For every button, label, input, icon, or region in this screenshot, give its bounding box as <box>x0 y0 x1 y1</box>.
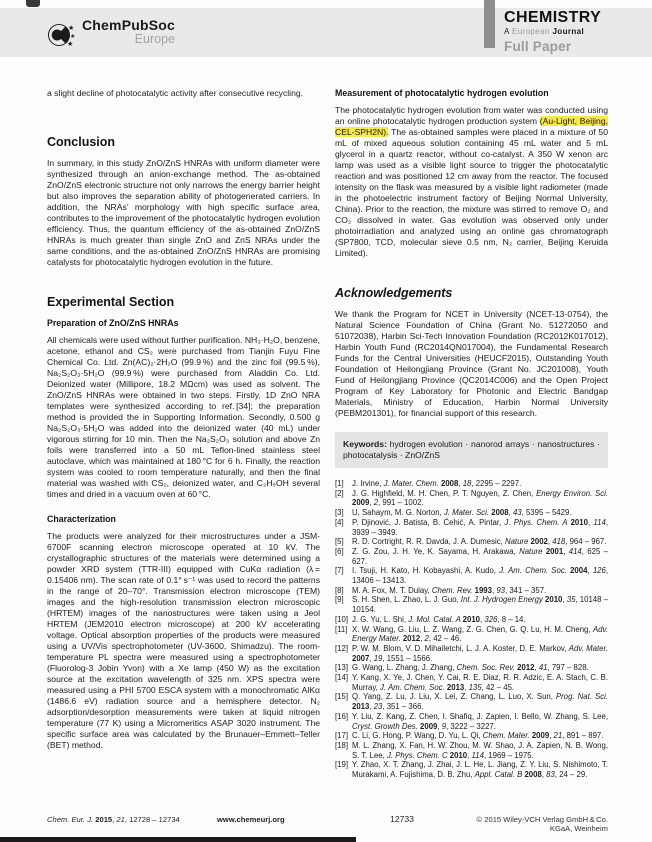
reference-text: G. Wang, L. Zhang, J. Zhang, Chem. Soc. Rev. 2012, 41, 797 – 828. <box>352 663 589 673</box>
reference-label: [8] <box>335 585 344 595</box>
measurement-text-post: The as-obtained samples were placed in a mixture of 50 mL of mixed aqueous solution containing 45 mL water and 5 mL glycerol in a quartz reactor, without co-catalyst. A 350 W xenon arc lamp was used as a visible light source to trigger the photocatalytic reaction and was positioned 12 cm away from the reactor. The focused intensity on the flask was measured by a visible light radiometer (made in the photoelectric instrument factory of Beijing Normal University, China). Prior to the reaction, the mixture was stirred to remove O₂ and CO₂ dissolved in water. Gas evolution was observed only under photoirradiation and analyzed using an online gas chromatograph (SP7800, TCD, molecular sieve 0.5 nm, N₂ carrier, Beijing Keruida Limited). <box>335 127 608 258</box>
journal-website-link[interactable]: www.chemeurj.org <box>217 815 285 824</box>
reference-item <box>335 518 608 537</box>
reference-item <box>335 644 608 663</box>
page-number: 12733 <box>390 814 414 824</box>
journal-title: CHEMISTRY <box>504 9 602 26</box>
copyright-notice: © 2015 Wiley-VCH Verlag GmbH & Co. KGaA, Weinheim <box>476 815 608 833</box>
highlighted-text: (Au-Light, Beijing, CEL-SPH2N). <box>335 116 608 137</box>
reference-label: [13] <box>335 663 349 673</box>
brand-subtitle: Europe <box>134 32 176 46</box>
acknowledgements-paragraph: We thank the Program for NCET in University (NCET-13-0754), the Natural Science Foundation of China (Grant No. 51272050 and 51072038), Harbin Sci-Tech Innovation Foundation (RC2012K017012), Harbin Youth Fund (RC2014QN017004), the Fundamental Research Funds for the Central Universities (HEUCF2015), Outstanding Youth Foundation of Heilongjiang Province (Grant No. JC201008), Youth Fund of Heilongjiang Province (QC2014C006) and the Open Project Program of Key Laboratory for Photonic and Electric Bandgap Materials, Ministry of Education, Harbin Normal University (PEBM201301), for financial support of this research. <box>335 309 608 418</box>
characterization-heading: Characterization <box>47 514 116 524</box>
reference-item <box>335 615 608 625</box>
intro-fragment: a slight decline of photocatalytic activity after consecutive recycling. <box>47 88 304 98</box>
journal-subtitle: A European Journal <box>504 27 585 36</box>
reference-item <box>335 712 608 731</box>
reference-text: C. Li, G. Hong, P. Wang, D. Yu, L. Qi, Chem. Mater. 2009, 21, 891 – 897. <box>352 731 604 741</box>
reference-text: P. Djinović, J. Batista, B. Ćehić, A. Pintar, J. Phys. Chem. A 2010, 114, 3939 – 3949. <box>352 517 608 537</box>
reference-label: [19] <box>335 760 349 770</box>
reference-label: [9] <box>335 595 344 605</box>
keywords-text: hydrogen evolution · nanorod arrays · nanostructures · photocatalysis · ZnO/ZnS <box>343 439 600 460</box>
reference-text: M. L. Zhang, X. Fan, H. W. Zhou, M. W. Shao, J. A. Zapien, N. B. Wong, S. T. Lee, J. Phys. Chem. C 2010, 114, 1969 – 1975. <box>352 740 608 760</box>
reference-item <box>335 625 608 644</box>
reference-item <box>335 566 608 585</box>
reference-label: [7] <box>335 566 344 576</box>
reference-label: [16] <box>335 711 349 721</box>
reference-item <box>335 595 608 614</box>
reference-label: [5] <box>335 537 344 547</box>
footer-citation: Chem. Eur. J. 2015, 21, 12728 – 12734 <box>47 815 180 824</box>
two-column-body <box>47 88 608 780</box>
reference-label: [15] <box>335 692 349 702</box>
reference-label: [11] <box>335 624 348 634</box>
reference-text: J. G. Highfield, M. H. Chen, P. T. Nguyen, Z. Chen, Energy Environ. Sci. 2009, 2, 991 – 1002. <box>352 488 609 508</box>
journal-accent-bar <box>484 0 495 48</box>
reference-item <box>335 663 608 673</box>
article-type-label: Full Paper <box>504 39 572 54</box>
reference-item <box>335 673 608 692</box>
reference-label: [3] <box>335 508 344 518</box>
scan-artifact <box>26 0 40 7</box>
reference-text: P. W. M. Blom, V. D. Mihailetchi, L. J. A. Koster, D. E. Markov, Adv. Mater. 2007, 19, 1551 – 1566. <box>352 643 608 663</box>
reference-item <box>335 760 608 779</box>
reference-text: S. H. Shen, L. Zhao, L. J. Guo, Int. J. Hydrogen Energy 2010, 35, 10148 – 10154. <box>352 595 608 615</box>
references-list <box>335 479 608 780</box>
reference-text: Z. G. Zou, J. H. Ye, K. Sayama, H. Arakawa, Nature 2001, 414, 625 – 627. <box>352 546 608 566</box>
publisher-brand <box>44 18 175 57</box>
reference-text: Y. Kang, X. Ye, J. Chen, Y. Cai, R. E. Diaz, R. R. Adzic, E. A. Stach, C. B. Murray, J. Am. Chem. Soc. 2013, 135, 42 – 45. <box>352 673 608 692</box>
left-column <box>47 88 320 780</box>
reference-item <box>335 586 608 596</box>
experimental-section-heading: Experimental Section <box>47 295 175 309</box>
preparation-paragraph: All chemicals were used without further purification. NH₃·H₂O, benzene, acetone, ethanol and CS₂ were purchased from Tianjin Fuyu Fine Chemical Co. Ltd. Zn(AC)₂·2H₂O (99.9 %) and the zinc foil (99.5 %), Na₂S₂O₃·5H₂O (99.9 %) were purchased from Aladdin Co. Ltd. Deionized water (Millipore, 18.2 MΩcm) was used as solvent. The ZnO/ZnS HNRAs were obtained in two steps. Firstly, 1D ZnO NRA templates were synthesized according to ref. [34]; the preparation method is provided the in Supporting Information. Secondly, 0.500 g Na₂S₂O₃·5H₂O was added into the deionized water (40 mL) under vigorous stirring for 10 min. Then the Na₂S₂O₃ solution and above Zn foils were transferred into a 50 mL Teflon-lined stainless steel autoclave, which was maintained at 180 °C for 6 h. Finally, the reaction system was cooled to room temperature naturally, and then the final material was washed with CS₂, deionized water, and C₂H₅OH several times and dried in a vacuum oven at 60 °C. <box>47 335 320 499</box>
reference-item <box>335 537 608 547</box>
conclusion-heading: Conclusion <box>47 135 116 149</box>
reference-text: Q. Yang, Z. Lu, J. Liu, X. Lei, Z. Chang, L. Luo, X. Sun, Prog. Nat. Sci. 2013, 23, 351 – 366. <box>352 692 609 712</box>
keywords-box <box>335 432 608 468</box>
brand-name: ChemPubSoc <box>82 17 176 33</box>
measurement-heading: Measurement of photocatalytic hydrogen evolution <box>335 88 549 98</box>
reference-label: [12] <box>335 643 349 653</box>
measurement-text-pre: The photocatalytic hydrogen evolution from water was conducted using an online photocatalytic hydrogen production system <box>335 105 608 126</box>
measurement-paragraph <box>335 105 608 259</box>
reference-item <box>335 741 608 760</box>
reference-item <box>335 479 608 489</box>
preparation-heading: Preparation of ZnO/ZnS HNRAs <box>47 318 179 328</box>
reference-text: J. G. Yu, L. Shi, J. Mol. Catal. A 2010, 326, 8 – 14. <box>352 614 526 624</box>
svg-text:★: ★ <box>67 41 74 48</box>
reference-label: [18] <box>335 740 349 750</box>
conclusion-paragraph: In summary, in this study ZnO/ZnS HNRAs with uniform diameter were synthesized through an anion-exchange method. The as-obtained ZnO/ZnS electronic structure not only narrows the energy barrier height but also improves the separation ability of photogenerated carriers. In addition, the NRAs’ morphology with high specific surface area, contributes to the improvement of the photocatalytic hydrogen evolution efficiency. Thus, the quantum efficiency of the as-obtained ZnO/ZnS HNRAs is much greater than single ZnO and ZnS NRAs under the same conditions, and the as-obtained ZnO/ZnS HNRAs are promising catalysts for photocatalytic hydrogen evolution in the future. <box>47 158 320 267</box>
reference-label: [10] <box>335 614 349 624</box>
reference-label: [17] <box>335 731 349 741</box>
svg-text:★: ★ <box>68 25 75 32</box>
svg-text:★: ★ <box>70 34 76 40</box>
reference-item <box>335 731 608 741</box>
reference-label: [14] <box>335 673 349 683</box>
reference-label: [2] <box>335 488 344 498</box>
journal-masthead <box>504 10 601 54</box>
reference-label: [4] <box>335 517 344 527</box>
characterization-paragraph: The products were analyzed for their microstructures under a JSM-6700F scanning electron microscope operated at 10 kV. The crystallographic structures of the materials were determined using a powder XRD system (TTR-III) equipped with CuKα radiation (λ = 0.15406 nm). The scan rate of 0.1° s⁻¹ was used to record the patterns in the range of 20–70°. Transmission electron microscope (TEM) images and the high-resolution transmission electron microscopic (HRTEM) images of the nanostructures were taken using a Jeol HRTEM (JEM2010 electron microscope) at 200 kV accelerating voltage. Optical absorption properties of the products were measured using a UV/Vis spectrophotometer (UV-3600, Shimadzu). The room-temperature PL spectra were measured using a spectrophotometer (Fluorolog-3 Jobin Yvon) with a Xe lamp (450 W) as the excitation source at the excitation wavelength of 325 nm. XPS spectra were measured using a PHI 5700 ESCA system with a monochromatic AlKα (1486.6 eV) radiation source and a hemisphere detector. N₂ adsorption/desorption measurements were taken at liquid nitrogen temperature (77 K) using a Micromeritics ASAP 3020 instrument. The specific surface area was calculated by the Brunauer–Emmett–Teller (BET) method. <box>47 531 320 750</box>
acknowledgements-heading: Acknowledgements <box>335 286 453 300</box>
reference-label: [1] <box>335 479 344 488</box>
reference-item <box>335 547 608 566</box>
reference-label: [6] <box>335 546 344 556</box>
right-column <box>335 88 608 780</box>
reference-text: J. Irvine, J. Mater. Chem. 2008, 18, 2295 – 2297. <box>352 479 522 488</box>
reference-item <box>335 508 608 518</box>
reference-text: M. A. Fox, M. T. Dulay, Chem. Rev. 1993, 93, 341 – 357. <box>352 585 547 595</box>
chempubsoc-logo-icon <box>44 18 82 57</box>
page-footer <box>47 814 608 833</box>
reference-text: Y. Zhao, X. T. Zhang, J. Zhai, J. L. He, L. Jiang, Z. Y. Liu, S. Nishimoto, T. Murakami, A. Fujishima, D. B. Zhu, Appl. Catal. B 2008, 83, 24 – 29. <box>352 760 608 780</box>
keywords-label: Keywords: <box>343 439 387 449</box>
reference-text: I. Tsuji, H. Kato, H. Kobayashi, A. Kudo, J. Am. Chem. Soc. 2004, 126, 13406 – 13413. <box>352 566 608 586</box>
reference-text: Y. Liu, Z. Kang, Z. Chen, I. Shafiq, J. Zapien, I. Bello, W. Zhang, S. Lee, Cryst. Growth Des. 2009, 9, 3222 – 3227. <box>352 711 608 731</box>
reference-item <box>335 489 608 508</box>
reference-item <box>335 692 608 711</box>
reference-text: R. D. Cortright, R. R. Davda, J. A. Dumesic, Nature 2002, 418, 964 – 967. <box>352 537 607 547</box>
bottom-scan-bar <box>0 837 356 842</box>
reference-text: X. W. Wang, G. Liu, L. Z. Wang, Z. G. Chen, G. Q. Lu, H. M. Cheng, Adv. Energy Mater. 2012, 2, 42 – 46. <box>352 624 608 644</box>
reference-text: U. Sahaym, M. G. Norton, J. Mater. Sci. 2008, 43, 5395 – 5429. <box>352 508 572 518</box>
